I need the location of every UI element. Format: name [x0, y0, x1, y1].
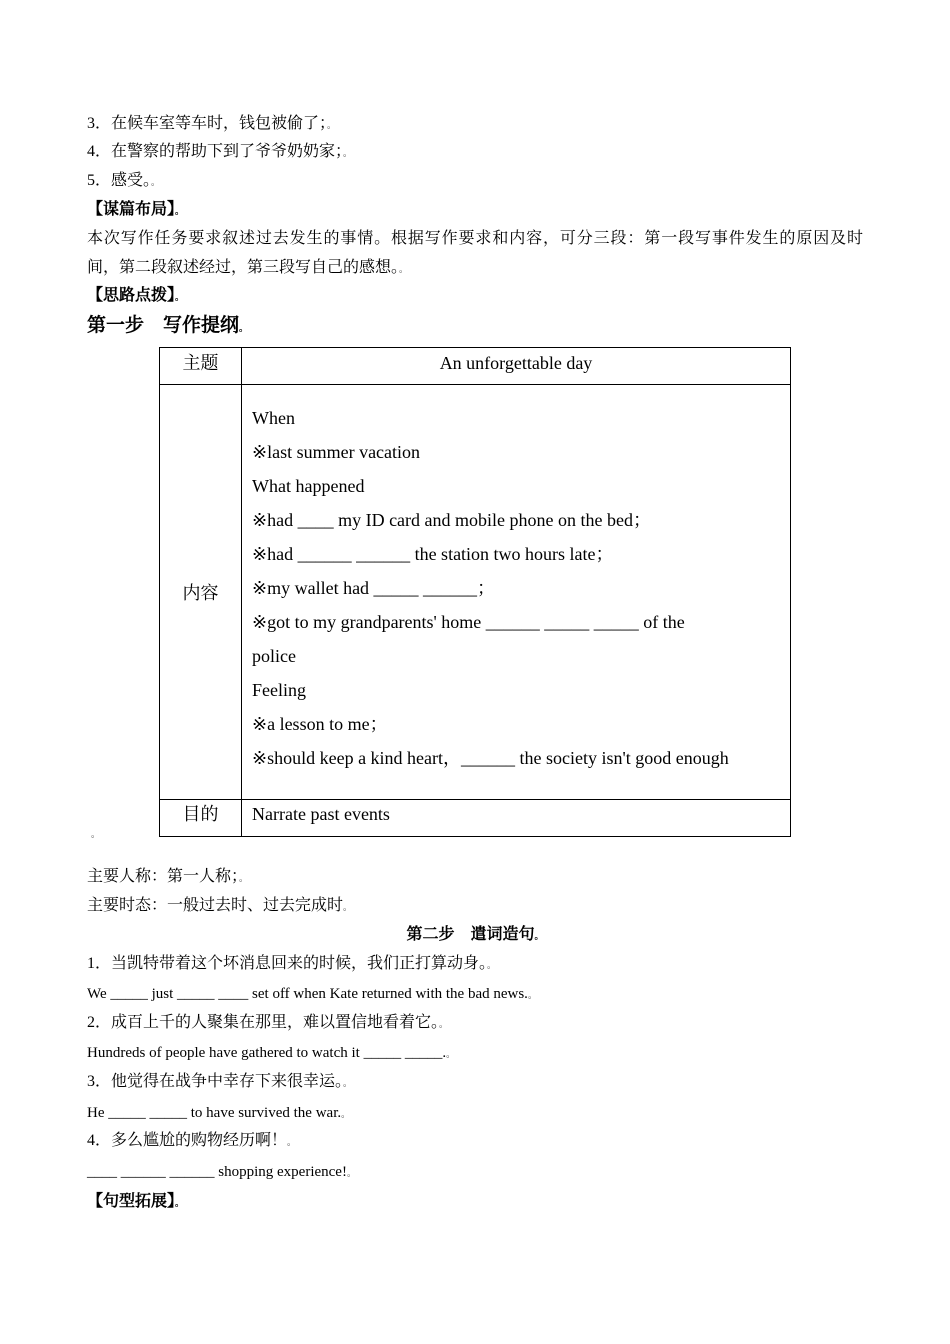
exercise-chinese-text: 4．多么尴尬的购物经历啊！ [87, 1132, 288, 1149]
guidance-heading-text: 【思路点拨】 [87, 287, 176, 304]
paragraph-mark: 。 [446, 1049, 456, 1059]
paragraph-mark: 。 [343, 148, 353, 158]
note-text: 主要时态：一般过去时、过去完成时 [87, 897, 344, 914]
paragraph-mark: 。 [239, 873, 249, 883]
structure-body-line-2 [87, 258, 408, 278]
exercise-chinese-text: 3．他觉得在战争中幸存下来很幸运。 [87, 1073, 344, 1090]
outline-point-text: 4．在警察的帮助下到了爷爷奶奶家； [87, 143, 344, 160]
structure-heading-text: 【谋篇布局】 [87, 201, 176, 218]
sentence-expansion-heading-text: 【句型拓展】 [87, 1193, 176, 1210]
content-line: ※had ____ my ID card and mobile phone on the bed； [252, 510, 651, 530]
paragraph-mark: 。 [439, 1019, 449, 1029]
paragraph-mark: 。 [534, 931, 544, 941]
content-line-feeling: Feeling [252, 680, 306, 700]
exercise-english-text: He _____ _____ to have survived the war. [87, 1105, 342, 1121]
note-text: 主要人称：第一人称； [87, 868, 240, 885]
step-one-heading [87, 314, 248, 338]
note-person [87, 867, 248, 887]
sentence-expansion-heading [87, 1192, 184, 1212]
paragraph-mark: 。 [343, 1078, 353, 1088]
exercise-chinese-text: 2．成百上千的人聚集在那里，难以置信地看着它。 [87, 1014, 440, 1031]
theme-value-cell: An unforgettable day [242, 348, 790, 385]
paragraph-mark: 。 [239, 323, 249, 333]
paragraph-mark: 。 [527, 990, 537, 1000]
structure-heading [87, 200, 184, 220]
content-value-cell [242, 385, 790, 800]
paragraph-mark: 。 [151, 177, 161, 187]
outline-table [159, 347, 791, 837]
content-line: ※my wallet had _____ ______； [252, 578, 496, 598]
exercise-1-english [87, 984, 537, 1004]
step-two-heading-text: 第二步 遣词造句 [406, 926, 535, 943]
content-line: ※a lesson to me； [252, 714, 388, 734]
paragraph-mark: 。 [341, 1109, 351, 1119]
exercise-english-text: We _____ just _____ ____ set off when Kate returned with the bad news. [87, 986, 528, 1002]
outline-point-3 [87, 114, 336, 134]
step-one-heading-text: 第一步 写作提纲 [87, 315, 240, 336]
outline-point-text: 3．在候车室等车时，钱包被偷了； [87, 115, 328, 132]
paragraph-mark: 。 [91, 829, 101, 839]
paragraph-mark: 。 [346, 1168, 356, 1178]
exercise-4-english [87, 1162, 356, 1182]
structure-body-text: 间，第二段叙述经过，第三段写自己的感想。 [87, 259, 400, 276]
content-line: police [252, 646, 296, 666]
guidance-heading [87, 286, 184, 306]
purpose-label-cell: 目的 [160, 800, 242, 836]
exercise-2-english [87, 1043, 455, 1063]
step-two-heading [87, 925, 863, 945]
note-tense [87, 896, 352, 916]
exercise-4-chinese [87, 1131, 296, 1151]
paragraph-mark: 。 [175, 206, 185, 216]
theme-label-cell: 主题 [160, 348, 242, 385]
exercise-chinese-text: 1．当凯特带着这个坏消息回来的时候，我们正打算动身。 [87, 955, 488, 972]
exercise-3-chinese [87, 1072, 352, 1092]
content-line: ※should keep a kind heart，______ the society isn't good enough [252, 748, 729, 768]
exercise-2-chinese [87, 1013, 448, 1033]
exercise-english-text: Hundreds of people have gathered to watch it _____ _____. [87, 1045, 447, 1061]
content-line-what-happened: What happened [252, 476, 365, 496]
outline-point-4 [87, 142, 352, 162]
content-line-when: When [252, 408, 295, 428]
paragraph-mark: 。 [343, 902, 353, 912]
paragraph-mark: 。 [487, 960, 497, 970]
paragraph-mark: 。 [175, 1198, 185, 1208]
content-line: ※had ______ ______ the station two hours late； [252, 544, 614, 564]
content-line: ※last summer vacation [252, 442, 421, 462]
outline-point-5 [87, 171, 160, 191]
paragraph-mark: 。 [399, 264, 409, 274]
structure-body-line-1: 本次写作任务要求叙述过去发生的事情。根据写作要求和内容，可分三段：第一段写事件发生的原因及时 [87, 230, 863, 247]
purpose-value-cell: Narrate past events [252, 804, 390, 824]
exercise-3-english [87, 1103, 350, 1123]
content-line: ※got to my grandparents' home ______ _____ _____ of the [252, 612, 685, 632]
exercise-1-chinese [87, 954, 496, 974]
exercise-english-text: ____ ______ ______ shopping experience! [87, 1164, 347, 1180]
paragraph-mark: 。 [327, 120, 337, 130]
content-label-cell: 内容 [160, 385, 242, 800]
outline-point-text: 5．感受。 [87, 172, 152, 189]
paragraph-mark: 。 [175, 292, 185, 302]
paragraph-mark: 。 [287, 1137, 297, 1147]
